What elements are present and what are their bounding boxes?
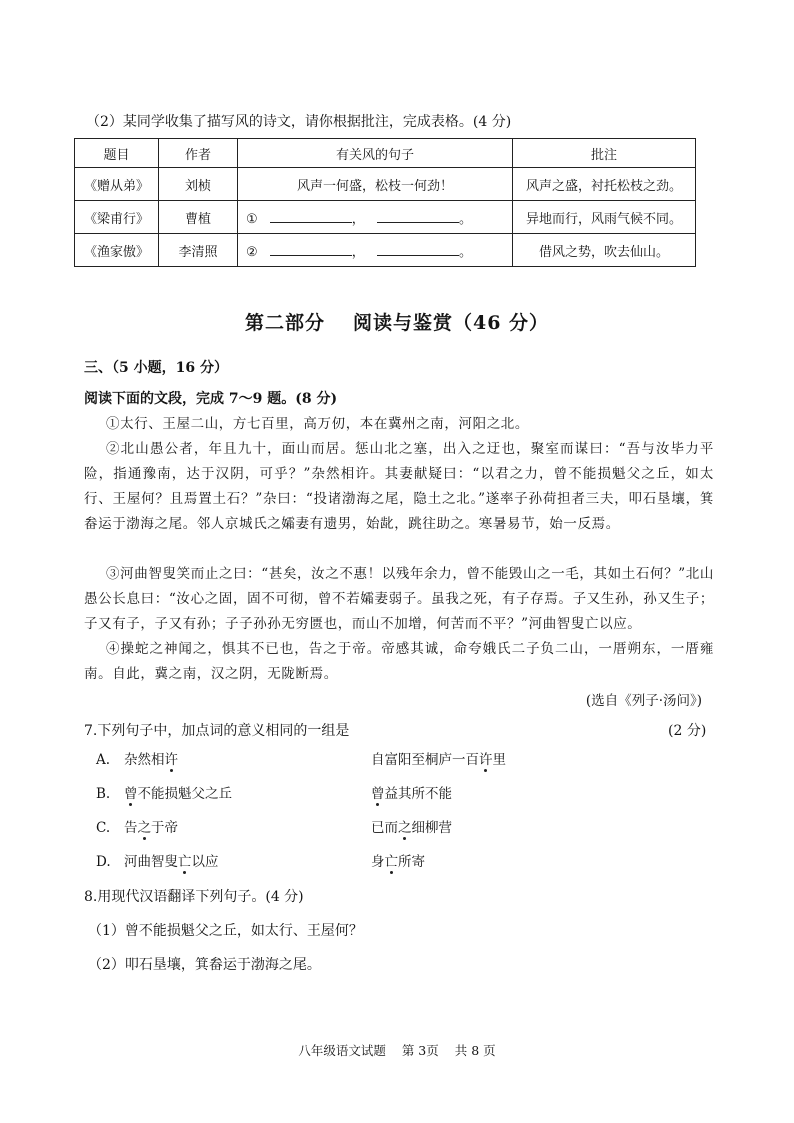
option-text: 身 (371, 854, 385, 870)
option-c-left (96, 816, 178, 836)
dotted-word: 许 (479, 752, 493, 768)
blank-marker: ② (246, 244, 258, 260)
cell-title: 《赠从弟》 (75, 168, 159, 201)
dotted-word: 之 (137, 820, 151, 836)
cell-sentence: 风声一何盛，松枝一何劲！ (238, 168, 513, 201)
blank-period: 。 (458, 244, 472, 260)
dotted-word: 之 (398, 820, 412, 836)
poem-wind-table (74, 138, 696, 267)
passage-source: (选自《列子·汤问》) (585, 693, 702, 709)
passage-paragraph-4: ④操蛇之神闻之，惧其不已也，告之于帝。帝感其诚，命夸娥氏二子负二山，一厝朔东，一厝雍南。自此，冀之南，汉之阴，无陇断焉。 (84, 641, 714, 682)
table-row (75, 201, 696, 234)
reading-instruction: 阅读下面的文段，完成 7～9 题。(8 分) (84, 391, 338, 407)
option-label: A. (96, 752, 111, 768)
part-two-heading: 阅读与鉴赏（46 分） (352, 312, 550, 334)
part-two-label: 第二部分 (244, 312, 325, 334)
footer-page-number: 第 3页 (401, 1043, 439, 1058)
cell-note: 借风之势，吹去仙山。 (513, 234, 696, 267)
blank-marker: ① (246, 211, 258, 227)
cell-title: 《渔家傲》 (75, 234, 159, 267)
option-label: C. (96, 820, 111, 836)
question-8-item-1: （1）曾不能损魁父之丘，如太行、王屋何？ (88, 923, 363, 939)
option-d-right (371, 850, 425, 870)
option-text: 告 (124, 820, 138, 836)
option-b-right (371, 782, 452, 802)
option-text: 益其所不能 (384, 786, 452, 802)
option-text: 以应 (191, 854, 219, 870)
cell-note: 风声之盛，衬托松枝之劲。 (513, 168, 696, 201)
question-8-stem: 8.用现代汉语翻译下列句子。(4 分) (84, 889, 304, 905)
table-row (75, 234, 696, 267)
footer-total-pages: 共 8 页 (454, 1043, 496, 1058)
table-header-row (75, 139, 696, 168)
option-text: 河曲智叟 (124, 854, 178, 870)
option-b-left (96, 782, 232, 802)
question-7-score: (2 分) (668, 723, 707, 739)
passage-paragraph-1: ①太行、王屋二山，方七百里，高万仞，本在冀州之南，河阳之北。 (106, 416, 529, 432)
header-sentence: 有关风的句子 (238, 139, 513, 168)
option-label: B. (96, 786, 111, 802)
option-label: D. (96, 854, 111, 870)
option-c-right (371, 816, 452, 836)
dotted-word: 曾 (124, 786, 138, 802)
header-author: 作者 (159, 139, 238, 168)
passage-paragraph-3: ③河曲智叟笑而止之曰：“甚矣，汝之不惠！以残年余力，曾不能毁山之一毛，其如土石何？”北山愚公长息曰：“汝心之固，固不可彻，曾不若孀妻弱子。虽我之死，有子存焉。子又生孙，孙又生子；子又有子，子又有孙；子子孙孙无穷匮也，而山不加增，何苦而不平？”河曲智叟亡以应。 (84, 566, 714, 632)
dotted-word: 曾 (371, 786, 385, 802)
answer-blank-2[interactable] (377, 212, 459, 223)
cell-author: 李清照 (159, 234, 238, 267)
question-6-part-2-intro: （2）某同学收集了描写风的诗文，请你根据批注，完成表格。(4 分) (86, 114, 512, 130)
blank-comma: ， (351, 244, 365, 260)
dotted-word: 亡 (384, 854, 398, 870)
cell-author: 刘桢 (159, 168, 238, 201)
answer-blank-3[interactable] (270, 245, 352, 256)
part-two-title (0, 308, 794, 335)
option-a-left (96, 748, 178, 768)
option-text: 里 (492, 752, 506, 768)
dotted-word: 许 (164, 752, 178, 768)
dotted-word: 亡 (178, 854, 192, 870)
option-text: 不能损魁父之丘 (137, 786, 232, 802)
option-text: 已而 (371, 820, 398, 836)
cell-note: 异地而行，风雨气候不同。 (513, 201, 696, 234)
blank-period: 。 (458, 211, 472, 227)
blank-comma: ， (351, 211, 365, 227)
option-text: 所寄 (398, 854, 425, 870)
header-note: 批注 (513, 139, 696, 168)
cell-sentence-blank (238, 201, 513, 234)
answer-blank-1[interactable] (270, 212, 352, 223)
option-text: 于帝 (151, 820, 178, 836)
footer-exam-title: 八年级语文试题 (298, 1043, 386, 1058)
question-7-stem: 7.下列句子中，加点词的意义相同的一组是 (84, 723, 350, 739)
cell-title: 《梁甫行》 (75, 201, 159, 234)
header-title: 题目 (75, 139, 159, 168)
option-text: 杂然相 (124, 752, 165, 768)
passage-paragraph-2: ②北山愚公者，年且九十，面山而居。惩山北之塞，出入之迂也，聚室而谋曰：“吾与汝毕力平险，指通豫南，达于汉阴，可乎？”杂然相许。其妻献疑曰：“以君之力，曾不能损魁父之丘，如太行、王屋何？且焉置土石？”杂曰：“投诸渤海之尾，隐土之北。”遂率子孙荷担者三夫，叩石垦壤，箕畚运于渤海之尾。邻人京城氏之孀妻有遗男，始龀，跳往助之。寒暑易节，始一反焉。 (84, 441, 714, 532)
option-a-right (371, 748, 506, 768)
section-three-heading: 三、（5 小题，16 分） (84, 360, 228, 376)
answer-blank-4[interactable] (377, 245, 459, 256)
question-8-item-2: （2）叩石垦壤，箕畚运于渤海之尾。 (88, 957, 321, 973)
option-text: 自富阳至桐庐一百 (371, 752, 479, 768)
option-text: 细柳营 (411, 820, 452, 836)
table-row (75, 168, 696, 201)
cell-author: 曹植 (159, 201, 238, 234)
option-d-left (96, 850, 219, 870)
page-footer (0, 1041, 794, 1059)
cell-sentence-blank (238, 234, 513, 267)
